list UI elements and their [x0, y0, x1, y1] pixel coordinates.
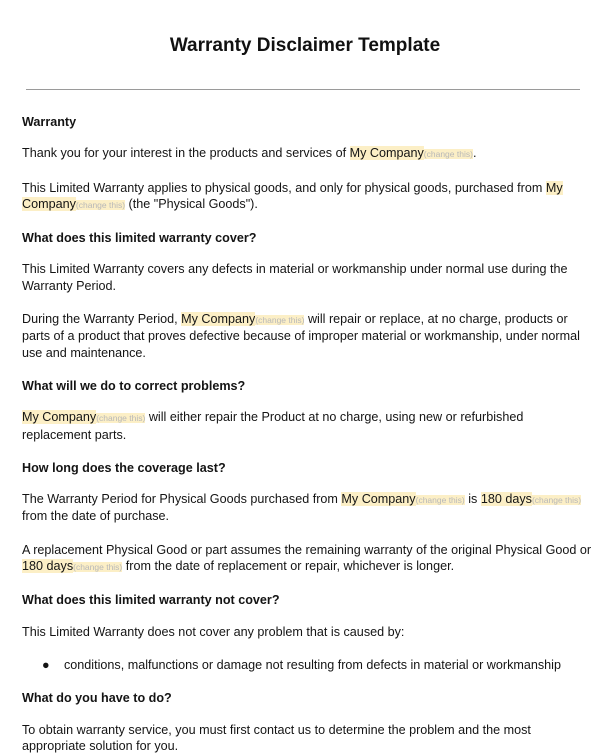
- change-this-hint: (change this): [73, 562, 123, 573]
- bullet-icon: ●: [42, 657, 50, 672]
- change-this-hint: (change this): [255, 315, 305, 326]
- company-placeholder[interactable]: My Company: [349, 146, 424, 161]
- paragraph: This Limited Warranty applies to physical goods, and only for physical goods, purchased from My Company(change this) (the "Physical Goods").: [22, 180, 563, 211]
- paragraph: This Limited Warranty does not cover any problem that is caused by:: [22, 624, 405, 639]
- page-title: Warranty Disclaimer Template: [169, 35, 441, 56]
- change-this-hint: (change this): [531, 495, 582, 506]
- list-item: ● conditions, malfunctions or damage not resulting from defects in material or workmanship: [42, 657, 561, 672]
- paragraph: Thank you for your interest in the products and services of My Company(change this).: [22, 146, 477, 161]
- company-placeholder[interactable]: My Company: [341, 492, 416, 507]
- change-this-hint: (change this): [96, 413, 146, 424]
- days-placeholder[interactable]: 180 days: [22, 559, 74, 574]
- paragraph: During the Warranty Period, My Company(change this) will repair or replace, at no charge, products or parts of a product that proves defective because of improper material or workmanship, under normal use and maintenance.: [22, 312, 580, 360]
- paragraph: A replacement Physical Good or part assumes the remaining warranty of the original Physical Good or 180 days(change this) from the date of replacement or repair, whichever is longer.: [22, 542, 592, 574]
- section-heading-coverage: How long does the coverage last?: [22, 460, 226, 475]
- paragraph: My Company(change this) will either repair the Product at no charge, using new or refurbished replacement parts.: [22, 410, 524, 442]
- company-placeholder[interactable]: My Company: [22, 410, 97, 425]
- change-this-hint: (change this): [415, 495, 465, 506]
- change-this-hint: (change this): [75, 199, 126, 210]
- paragraph: To obtain warranty service, you must first contact us to determine the problem and the most appropriate solution for you.: [22, 722, 531, 753]
- section-heading-what-to-do: What do you have to do?: [22, 691, 172, 706]
- section-heading-not-cover: What does this limited warranty not cover?: [22, 593, 280, 608]
- change-this-hint: (change this): [423, 149, 473, 160]
- title-divider: [26, 89, 580, 90]
- days-placeholder[interactable]: 180 days: [480, 492, 532, 507]
- section-heading-cover: What does this limited warranty cover?: [22, 231, 257, 246]
- company-placeholder[interactable]: My Company: [22, 180, 563, 211]
- paragraph: The Warranty Period for Physical Goods purchased from My Company(change this) is 180 days(change this) from the date of purchase.: [22, 492, 582, 524]
- company-placeholder[interactable]: My Company: [181, 312, 256, 327]
- section-heading-correct: What will we do to correct problems?: [22, 378, 246, 393]
- bullet-list: [22, 657, 594, 673]
- paragraph: This Limited Warranty covers any defects in material or workmanship under normal use during the Warranty Period.: [22, 262, 568, 293]
- document-body: [22, 114, 594, 754]
- section-heading-warranty: Warranty: [22, 115, 77, 129]
